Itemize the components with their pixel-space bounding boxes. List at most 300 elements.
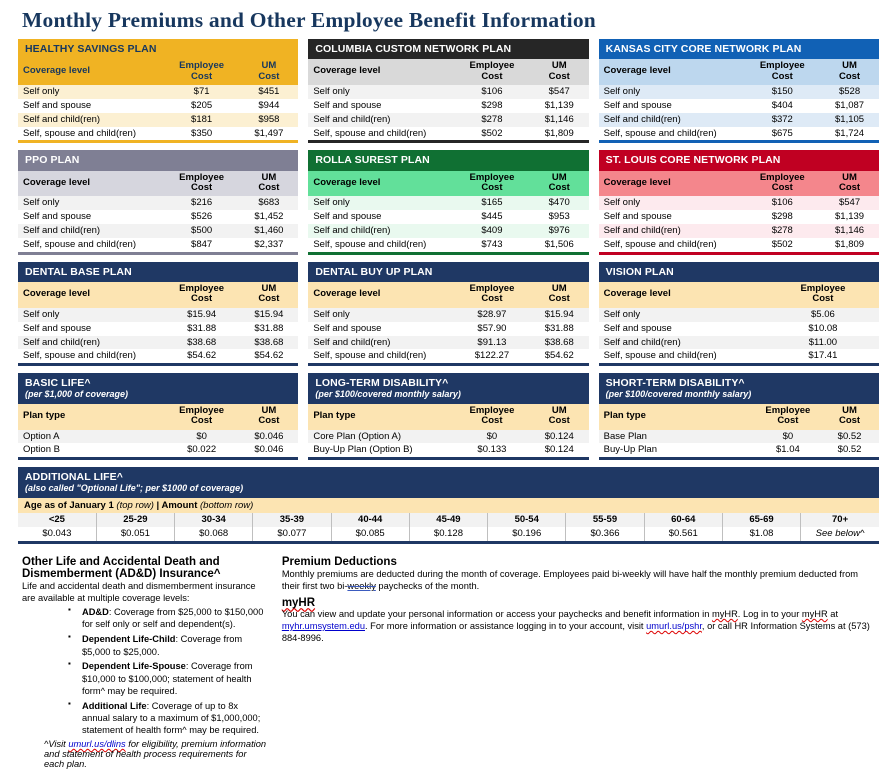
- employee-cost-cell: $216: [191, 197, 213, 209]
- band-header-amount-note: (bottom row): [200, 499, 254, 511]
- other-life-intro: Life and accidental death and dismemberment insurance are available at multiple coverage levels:: [22, 581, 256, 604]
- um-cost-cell: $1,724: [835, 127, 865, 139]
- employee-cost-cell: $0: [782, 430, 794, 442]
- um-cost-cell: $38.68: [544, 336, 574, 348]
- employee-cost-cell: $71: [193, 85, 210, 97]
- plan-card-title: DENTAL BUY UP PLAN: [308, 262, 588, 282]
- row-label: Self, spouse and child(ren): [603, 127, 717, 139]
- table-row: [599, 443, 879, 457]
- um-cost-cell: $547: [838, 197, 861, 209]
- table-row: [308, 308, 588, 322]
- premium-deductions-heading: Premium Deductions: [281, 556, 397, 569]
- additional-life-rate-table: [18, 513, 879, 542]
- plan-table: [599, 404, 879, 458]
- row-label: Self, spouse and child(ren): [23, 350, 137, 362]
- um-cost-cell: $54.62: [254, 350, 284, 362]
- plan-card-subtitle: (per $100/covered monthly salary): [315, 389, 461, 400]
- row-label: Self, spouse and child(ren): [23, 239, 137, 250]
- employee-cost-cell: $409: [481, 225, 503, 237]
- plan-card-title: [308, 373, 588, 403]
- col-header-employee-cost: Employee Cost: [469, 171, 515, 193]
- row-label: Self and spouse: [313, 99, 382, 111]
- col-header-um-cost: UM Cost: [258, 282, 280, 305]
- row-label: Self and spouse: [313, 211, 382, 223]
- employee-cost-cell: $122.27: [474, 350, 510, 362]
- plan-row-1: [0, 39, 885, 143]
- um-cost-cell: $1,452: [254, 211, 284, 223]
- amount-cell: $0.085: [331, 527, 409, 541]
- um-cost-cell: $0.046: [254, 444, 284, 456]
- plan-card-title: KANSAS CITY CORE NETWORK PLAN: [599, 39, 879, 59]
- col-header-coverage-level: Coverage level: [23, 288, 91, 300]
- plan-card-long-term-disability: [308, 373, 588, 460]
- plan-table: [599, 59, 879, 140]
- plan-card-subtitle: (per $100/covered monthly salary): [605, 389, 752, 400]
- table-row: [308, 224, 588, 238]
- um-cost-cell: $1,139: [835, 211, 865, 223]
- employee-cost-cell: $106: [771, 197, 793, 209]
- table-row: [308, 430, 588, 444]
- table-row: [18, 443, 298, 457]
- um-cost-cell: $1,139: [544, 99, 574, 111]
- col-header-employee-cost: Employee Cost: [765, 404, 811, 427]
- row-label: Self, spouse and child(ren): [603, 239, 717, 250]
- row-label: Self and child(ren): [23, 225, 101, 237]
- row-label: Self and spouse: [603, 99, 672, 111]
- plan-card-title: [18, 373, 298, 403]
- employee-cost-cell: $675: [771, 127, 793, 139]
- row-label: Self only: [603, 85, 641, 97]
- plan-card-columbia-custom: [308, 39, 588, 143]
- plan-card-title-text: LONG-TERM DISABILITY^: [315, 377, 449, 390]
- plan-card-footer-bar: [599, 457, 879, 460]
- col-header-employee-cost: Employee Cost: [800, 282, 846, 305]
- row-label: Option B: [23, 444, 60, 456]
- col-header-coverage-level: Coverage level: [313, 176, 381, 188]
- list-item: [68, 606, 268, 631]
- bullet-text: : Coverage from $25,000 to $150,000 for self only or self and dependent(s).: [82, 607, 264, 630]
- myhr-body: [282, 609, 877, 645]
- plan-row-4: [0, 373, 885, 460]
- plan-card-short-term-disability: [599, 373, 879, 460]
- table-row: [308, 349, 588, 363]
- bullet-term: Dependent Life-Child: [82, 634, 176, 645]
- table-row: [18, 430, 298, 444]
- um-cost-cell: $0.52: [837, 430, 862, 442]
- amount-cell: $1.08: [722, 527, 800, 541]
- um-cost-cell: $0.124: [544, 444, 574, 456]
- row-label: Self and child(ren): [313, 225, 391, 237]
- plan-card-footer-bar: [308, 363, 588, 366]
- um-cost-cell: $953: [548, 211, 570, 223]
- amount-row: [18, 527, 879, 541]
- employee-cost-cell: $847: [191, 239, 213, 250]
- plan-card-footer-bar: [599, 140, 879, 143]
- employee-cost-cell: $28.97: [477, 308, 507, 320]
- table-row: [18, 308, 298, 322]
- row-label: Self only: [603, 197, 641, 209]
- table-row: [18, 336, 298, 350]
- plan-table: [308, 171, 588, 252]
- age-band-cell: 55-59: [566, 513, 644, 527]
- employee-cost-cell: $54.62: [187, 350, 217, 362]
- col-header-coverage-level: Coverage level: [23, 176, 91, 188]
- table-row: [599, 349, 879, 363]
- other-life-footnote: [22, 739, 268, 769]
- um-cost-cell: $15.94: [544, 308, 574, 320]
- amount-cell: $0.366: [566, 527, 644, 541]
- col-header-um-cost: UM Cost: [548, 60, 570, 82]
- additional-life-title: [18, 467, 879, 497]
- col-header-plan-type: Plan type: [603, 409, 646, 421]
- plan-card-title: VISION PLAN: [599, 262, 879, 282]
- row-label: Base Plan: [603, 430, 647, 442]
- um-cost-cell: $1,809: [835, 239, 865, 250]
- plan-card-dental-base: [18, 262, 298, 366]
- employee-cost-cell: $445: [481, 211, 503, 223]
- table-row: [308, 336, 588, 350]
- plan-card-subtitle: (per $1,000 of coverage): [25, 389, 129, 400]
- list-item: [68, 633, 268, 658]
- table-row: [308, 113, 588, 127]
- row-label: Self only: [313, 308, 350, 320]
- um-cost-cell: $528: [838, 85, 861, 97]
- employee-cost-cell: $165: [481, 197, 503, 209]
- um-cost-cell: $1,506: [544, 239, 574, 250]
- table-row: [18, 224, 298, 238]
- row-label: Self, spouse and child(ren): [313, 127, 427, 139]
- myhr-word-1: myHR: [711, 609, 738, 620]
- um-cost-cell: $470: [548, 197, 570, 209]
- employee-cost-cell: $502: [771, 239, 793, 250]
- employee-cost-cell: $278: [481, 113, 503, 125]
- employee-cost-cell: $10.08: [808, 322, 838, 334]
- row-label: Self and child(ren): [313, 113, 391, 125]
- plan-table: [308, 282, 588, 363]
- table-row: [599, 322, 879, 336]
- col-header-um-cost: UM Cost: [838, 60, 861, 82]
- myhr-text-3: at: [827, 609, 839, 620]
- footnote-suffix: for eligibility, premium information and statement of health process requirements for each plan.: [44, 738, 267, 769]
- table-row: [308, 99, 588, 113]
- col-header-plan-type: Plan type: [313, 409, 356, 421]
- row-label: Self and child(ren): [23, 336, 101, 348]
- employee-cost-cell: $38.68: [187, 336, 217, 348]
- age-band-cell: 65-69: [722, 513, 800, 527]
- table-row: [599, 127, 879, 141]
- employee-cost-cell: $31.88: [187, 322, 217, 334]
- bullet-text: : Coverage of up to 8x annual salary to a maximum of $1,000,000; statement of health form^ may be required.: [82, 700, 261, 736]
- plan-table: [599, 282, 879, 363]
- row-label: Self only: [313, 85, 350, 97]
- row-label: Self and child(ren): [603, 113, 681, 125]
- amount-cell: $0.196: [488, 527, 566, 541]
- row-label: Self only: [23, 308, 60, 320]
- employee-cost-cell: $5.06: [811, 308, 835, 320]
- age-band-cell: 70+: [801, 513, 879, 527]
- plan-row-2: [0, 150, 885, 254]
- row-label: Buy-Up Plan (Option B): [313, 444, 413, 456]
- plan-card-vision: [599, 262, 879, 366]
- col-header-coverage-level: Coverage level: [603, 176, 671, 188]
- employee-cost-cell: $526: [191, 211, 213, 223]
- employee-cost-cell: $350: [191, 127, 213, 139]
- plan-card-title-text: BASIC LIFE^: [25, 377, 91, 390]
- table-row: [599, 196, 879, 210]
- row-label: Self only: [603, 308, 641, 320]
- plan-table: [18, 59, 298, 140]
- table-row: [308, 127, 588, 141]
- myhr-text-2: . Log in to your: [737, 609, 802, 620]
- table-row: [18, 99, 298, 113]
- um-cost-cell: $451: [258, 85, 280, 97]
- col-header-employee-cost: Employee Cost: [469, 404, 515, 427]
- amount-cell: $0.128: [409, 527, 487, 541]
- employee-cost-cell: $57.90: [477, 322, 507, 334]
- um-cost-cell: $38.68: [254, 336, 284, 348]
- age-band-cell: 35-39: [253, 513, 331, 527]
- row-label: Option A: [23, 430, 60, 442]
- age-band-cell: 45-49: [409, 513, 487, 527]
- plan-card-healthy-savings: [18, 39, 298, 143]
- myhr-umsystem-link[interactable]: myhr.umsystem.edu: [281, 621, 365, 632]
- list-item: [68, 660, 268, 697]
- amount-cell: $0.043: [18, 527, 96, 541]
- col-header-employee-cost: Employee Cost: [179, 404, 225, 427]
- premium-deductions-body: [282, 569, 877, 593]
- employee-cost-cell: $17.41: [808, 350, 838, 362]
- plan-table: [599, 171, 879, 252]
- plan-card-footer-bar: [599, 363, 879, 366]
- plan-row-3: [0, 262, 885, 366]
- plan-card-title: [599, 373, 879, 403]
- employee-cost-cell: $1.04: [775, 444, 800, 456]
- row-label: Self, spouse and child(ren): [313, 239, 427, 250]
- col-header-um-cost: UM Cost: [838, 404, 861, 427]
- myhr-text-5: , or call HR Information Systems at (573) 884-8996.: [281, 621, 870, 643]
- employee-cost-cell: $15.94: [187, 308, 217, 320]
- plan-table: [308, 404, 588, 458]
- band-header-ages-note: (top row): [116, 499, 154, 511]
- um-cost-cell: $1,497: [254, 127, 284, 139]
- um-cost-cell: $1,105: [835, 113, 865, 125]
- table-row: [599, 238, 879, 252]
- row-label: Self and spouse: [603, 211, 672, 223]
- table-row: [18, 113, 298, 127]
- list-item: [68, 700, 268, 737]
- table-row: [18, 349, 298, 363]
- row-label: Self only: [313, 197, 350, 209]
- employee-cost-cell: $205: [191, 99, 213, 111]
- row-label: Self, spouse and child(ren): [23, 127, 137, 139]
- employee-cost-cell: $0: [486, 430, 498, 442]
- age-band-row: [18, 513, 879, 527]
- um-cost-cell: $15.94: [254, 308, 284, 320]
- um-cost-cell: $31.88: [254, 322, 284, 334]
- band-header-ages-label: Age as of January 1: [24, 499, 114, 511]
- plan-table: [18, 282, 298, 363]
- premium-body-part2: paychecks of the month.: [375, 581, 480, 592]
- col-header-um-cost: UM Cost: [838, 171, 861, 193]
- col-header-um-cost: UM Cost: [258, 60, 280, 82]
- plan-card-dental-buy-up: [308, 262, 588, 366]
- um-cost-cell: $1,809: [544, 127, 574, 139]
- premium-and-myhr-section: [282, 554, 877, 768]
- row-label: Self and spouse: [23, 322, 92, 334]
- um-cost-cell: $976: [548, 225, 570, 237]
- employee-cost-cell: $0: [196, 430, 207, 442]
- age-band-cell: 40-44: [331, 513, 409, 527]
- employee-cost-cell: $0.133: [477, 444, 507, 456]
- col-header-employee-cost: Employee Cost: [179, 171, 225, 193]
- um-cost-cell: $547: [548, 85, 570, 97]
- employee-cost-cell: $298: [771, 211, 793, 223]
- col-header-um-cost: UM Cost: [258, 171, 280, 193]
- um-cost-cell: $0.124: [544, 430, 574, 442]
- table-row: [18, 322, 298, 336]
- row-label: Self and spouse: [23, 99, 92, 111]
- col-header-um-cost: UM Cost: [548, 404, 570, 427]
- table-row: [308, 443, 588, 457]
- footer-content: [0, 552, 885, 768]
- myhr-text-1: You can view and update your personal information or access your paychecks and benefit information in: [281, 609, 712, 620]
- plan-card-title-text: SHORT-TERM DISABILITY^: [605, 377, 745, 390]
- plan-card-footer-bar: [308, 252, 588, 255]
- um-cost-cell: $683: [258, 197, 280, 209]
- amount-cell: $0.068: [175, 527, 253, 541]
- table-row: [18, 127, 298, 141]
- plan-card-title: HEALTHY SAVINGS PLAN: [18, 39, 298, 59]
- col-header-um-cost: UM Cost: [258, 404, 280, 427]
- row-label: Self and spouse: [23, 211, 92, 223]
- dlins-link[interactable]: umurl.us/dlins: [68, 738, 126, 749]
- employee-cost-cell: $11.00: [808, 336, 838, 348]
- employee-cost-cell: $150: [771, 85, 793, 97]
- plan-card-ppo: [18, 150, 298, 254]
- col-header-coverage-level: Coverage level: [313, 288, 381, 300]
- col-header-coverage-level: Coverage level: [603, 288, 671, 300]
- row-label: Self only: [23, 85, 60, 97]
- table-row: [599, 113, 879, 127]
- plan-card-title: COLUMBIA CUSTOM NETWORK PLAN: [308, 39, 588, 59]
- age-band-cell: 50-54: [488, 513, 566, 527]
- row-label: Self and child(ren): [313, 336, 391, 348]
- plan-card-title: ROLLA SUREST PLAN: [308, 150, 588, 170]
- band-header-amount-label: Amount: [161, 499, 198, 511]
- band-header-separator: |: [153, 499, 162, 511]
- employee-cost-cell: $500: [191, 225, 213, 237]
- plan-card-footer-bar: [18, 252, 298, 255]
- um-cost-cell: $1,460: [254, 225, 284, 237]
- table-row: [599, 99, 879, 113]
- employee-cost-cell: $404: [771, 99, 793, 111]
- row-label: Self, spouse and child(ren): [313, 350, 427, 362]
- row-label: Self and spouse: [313, 322, 382, 334]
- additional-life-band-header: [18, 498, 879, 513]
- age-band-cell: 25-29: [96, 513, 174, 527]
- bullet-term: Additional Life: [82, 700, 147, 711]
- um-cost-cell: $54.62: [544, 350, 574, 362]
- age-band-cell: <25: [18, 513, 96, 527]
- additional-life-subtitle: (also called "Optional Life"; per $1000 of coverage): [25, 483, 244, 494]
- table-row: [599, 336, 879, 350]
- row-label: Self, spouse and child(ren): [603, 350, 717, 362]
- table-row: [308, 196, 588, 210]
- plan-card-footer-bar: [18, 363, 298, 366]
- bullet-term: Dependent Life-Spouse: [82, 661, 186, 672]
- plan-card-title: DENTAL BASE PLAN: [18, 262, 298, 282]
- um-cost-cell: $31.88: [544, 322, 574, 334]
- table-row: [308, 322, 588, 336]
- table-row: [18, 85, 298, 99]
- col-header-coverage-level: Coverage level: [603, 65, 671, 77]
- row-label: Self and spouse: [603, 322, 672, 334]
- table-row: [599, 308, 879, 322]
- employee-cost-cell: $91.13: [477, 336, 507, 348]
- table-row: [599, 224, 879, 238]
- col-header-employee-cost: Employee Cost: [759, 60, 805, 82]
- um-cost-cell: $1,146: [544, 113, 574, 125]
- plan-card-footer-bar: [308, 140, 588, 143]
- plan-table: [308, 59, 588, 140]
- plan-card-title: ST. LOUIS CORE NETWORK PLAN: [599, 150, 879, 170]
- table-row: [599, 210, 879, 224]
- employee-cost-cell: $106: [481, 85, 503, 97]
- employee-cost-cell: $0.022: [187, 444, 217, 456]
- bullet-term: AD&D: [82, 607, 109, 618]
- row-label: Self and child(ren): [23, 113, 101, 125]
- col-header-employee-cost: Employee Cost: [469, 282, 515, 305]
- amount-cell: $0.051: [96, 527, 174, 541]
- um-cost-cell: $2,337: [254, 239, 284, 250]
- row-label: Core Plan (Option A): [313, 430, 401, 442]
- table-row: [599, 430, 879, 444]
- row-label: Self and child(ren): [603, 225, 681, 237]
- plan-card-footer-bar: [18, 140, 298, 143]
- table-row: [308, 238, 588, 252]
- um-cost-cell: $1,146: [835, 225, 865, 237]
- plan-card-st-louis-core: [599, 150, 879, 254]
- plan-card-rolla-surest: [308, 150, 588, 254]
- table-row: [308, 210, 588, 224]
- employee-cost-cell: $278: [771, 225, 793, 237]
- col-header-plan-type: Plan type: [23, 409, 66, 421]
- bullet-text: : Coverage from $10,000 to $100,000; statement of health form^ may be required.: [82, 661, 253, 696]
- employee-cost-cell: $743: [481, 239, 503, 250]
- other-life-heading: Other Life and Accidental Death and Dismemberment (AD&D) Insurance^: [22, 556, 221, 581]
- premium-body-part1: Monthly premiums are deducted during the month of coverage. Employees paid bi-weekly will have half the monthly premium deducted from their first two bi-: [281, 569, 858, 592]
- table-row: [18, 238, 298, 252]
- plan-card-footer-bar: [599, 252, 879, 255]
- age-band-cell: 60-64: [644, 513, 722, 527]
- um-cost-cell: $958: [258, 113, 280, 125]
- age-band-cell: 30-34: [175, 513, 253, 527]
- plan-card-kansas-city-core: [599, 39, 879, 143]
- plan-table: [18, 404, 298, 458]
- table-row: [18, 196, 298, 210]
- additional-life-footer-bar: [18, 541, 879, 544]
- um-cost-cell: $944: [258, 99, 280, 111]
- col-header-coverage-level: Coverage level: [23, 65, 91, 77]
- um-cost-cell: $0.046: [254, 430, 284, 442]
- bullet-text: : Coverage from $5,000 to $25,000.: [82, 634, 243, 657]
- table-row: [18, 210, 298, 224]
- employee-cost-cell: $181: [191, 113, 213, 125]
- employee-cost-cell: $502: [481, 127, 503, 139]
- pshr-link[interactable]: umurl.us/pshr: [646, 621, 702, 632]
- row-label: Buy-Up Plan: [603, 444, 657, 456]
- plan-card-basic-life: [18, 373, 298, 460]
